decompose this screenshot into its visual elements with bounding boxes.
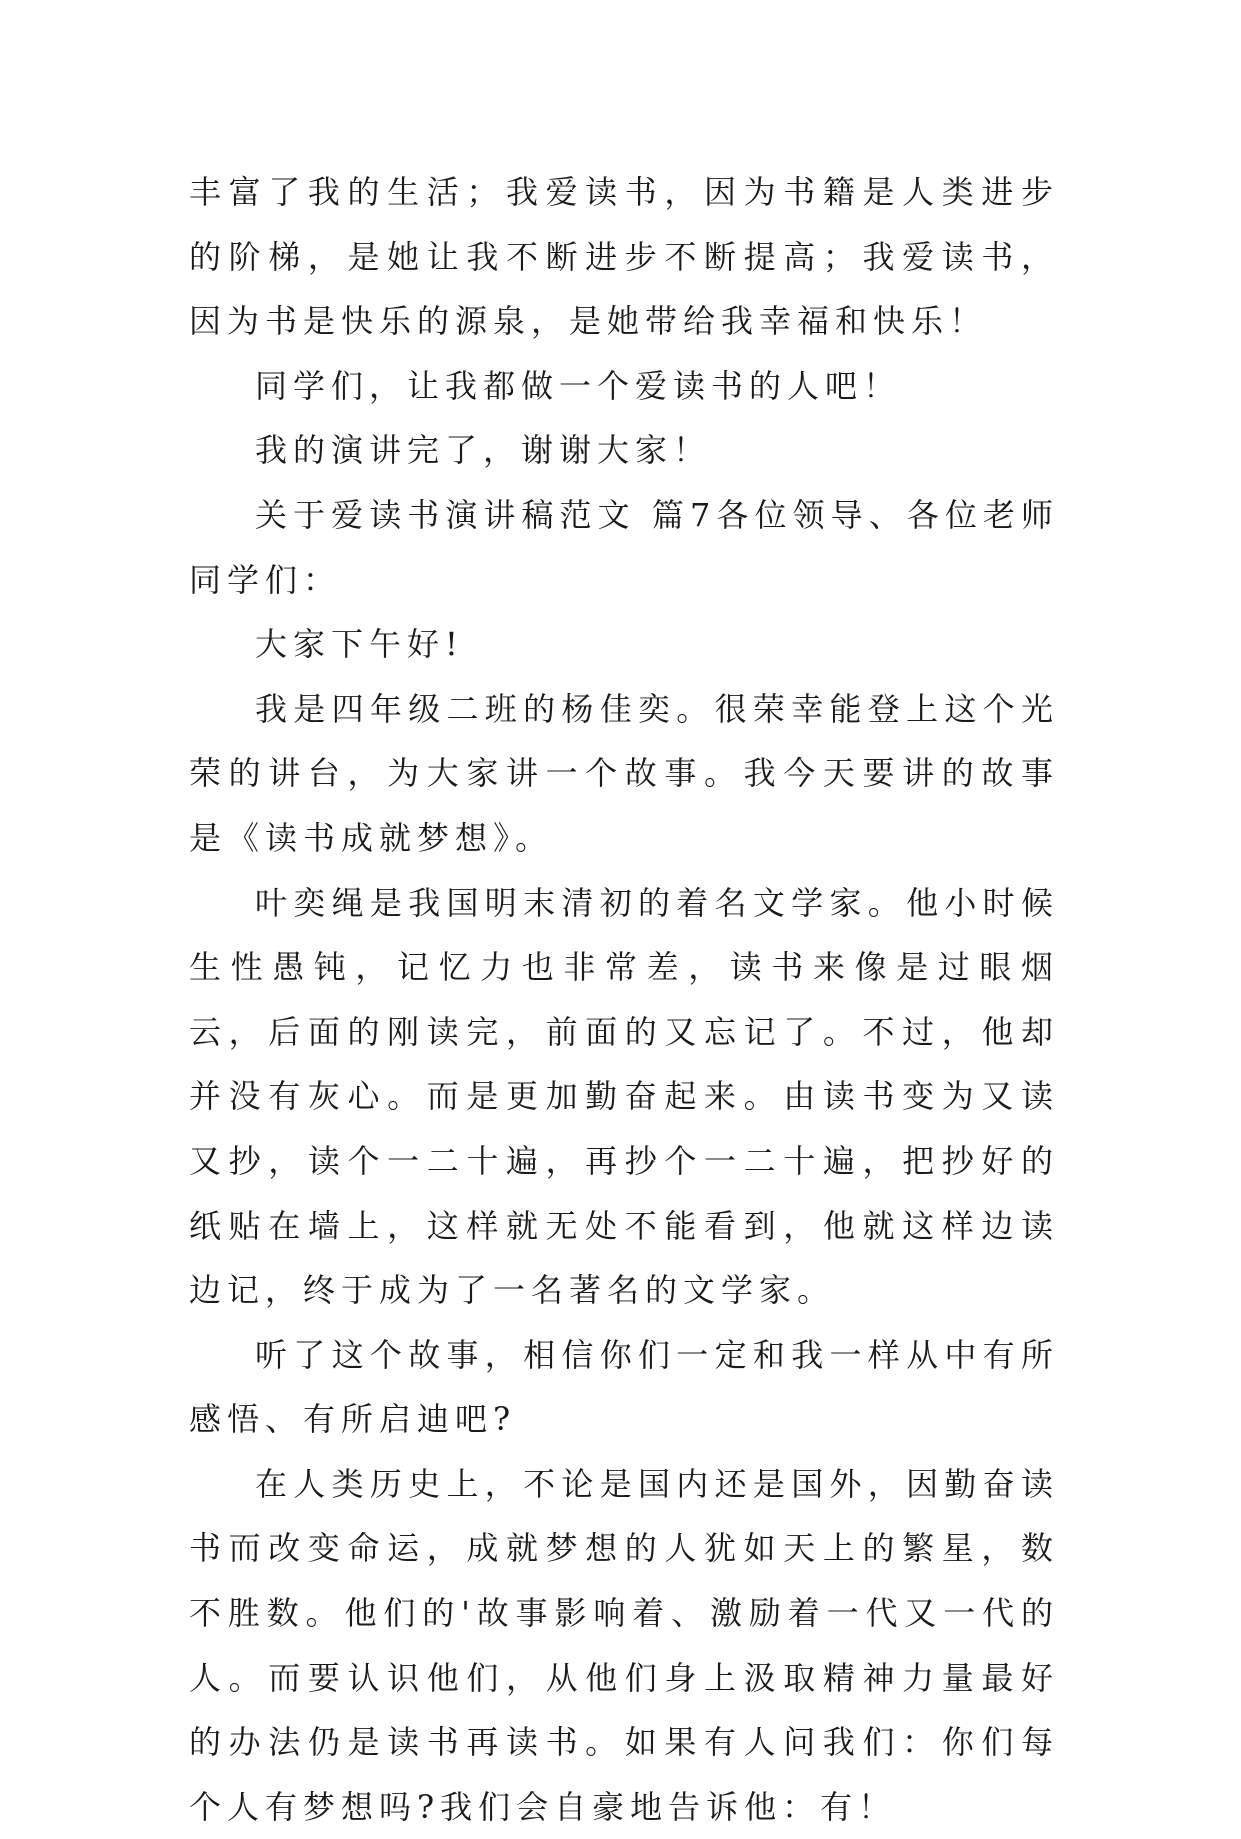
- paragraph-reflection: 听了这个故事，相信你们一定和我一样从中有所感悟、有所启迪吧?: [189, 1335, 1059, 1439]
- document-body: [189, 160, 1059, 1839]
- paragraph-closing-thanks: 我的演讲完了，谢谢大家！: [255, 431, 712, 470]
- section-heading-article-7: 关于爱读书演讲稿范文 篇7各位领导、各位老师同学们：: [189, 495, 1059, 599]
- paragraph-classmates-call: 同学们，让我都做一个爱读书的人吧！: [255, 366, 902, 405]
- paragraph-history: 在人类历史上，不论是国内还是国外，因勤奋读书而改变命运，成就梦想的人犹如天上的繁星，数不胜数。他们的'故事影响着、激励着一代又一代的人。而要认识他们，从他们身上汲取精神力量最好的办法仍是读书再读书。如果有人问我们：你们每个人有梦想吗?我们会自豪地告诉他：有！: [189, 1464, 1059, 1826]
- paragraph-story: 叶奕绳是我国明末清初的着名文学家。他小时候生性愚钝，记忆力也非常差，读书来像是过眼烟云，后面的刚读完，前面的又忘记了。不过，他却并没有灰心。而是更加勤奋起来。由读书变为又读又抄，读个一二十遍，再抄个一二十遍，把抄好的纸贴在墙上，这样就无处不能看到，他就这样边读边记，终于成为了一名著名的文学家。: [189, 883, 1059, 1310]
- paragraph-greeting: 大家下午好!: [255, 625, 464, 664]
- paragraph-self-introduction: 我是四年级二班的杨佳奕。很荣幸能登上这个光荣的讲台，为大家讲一个故事。我今天要讲的故事是《读书成就梦想》。: [189, 689, 1059, 857]
- paragraph-continuation: 丰富了我的生活；我爱读书，因为书籍是人类进步的阶梯，是她让我不断进步不断提高；我爱读书，因为书是快乐的源泉，是她带给我幸福和快乐！: [189, 173, 1059, 341]
